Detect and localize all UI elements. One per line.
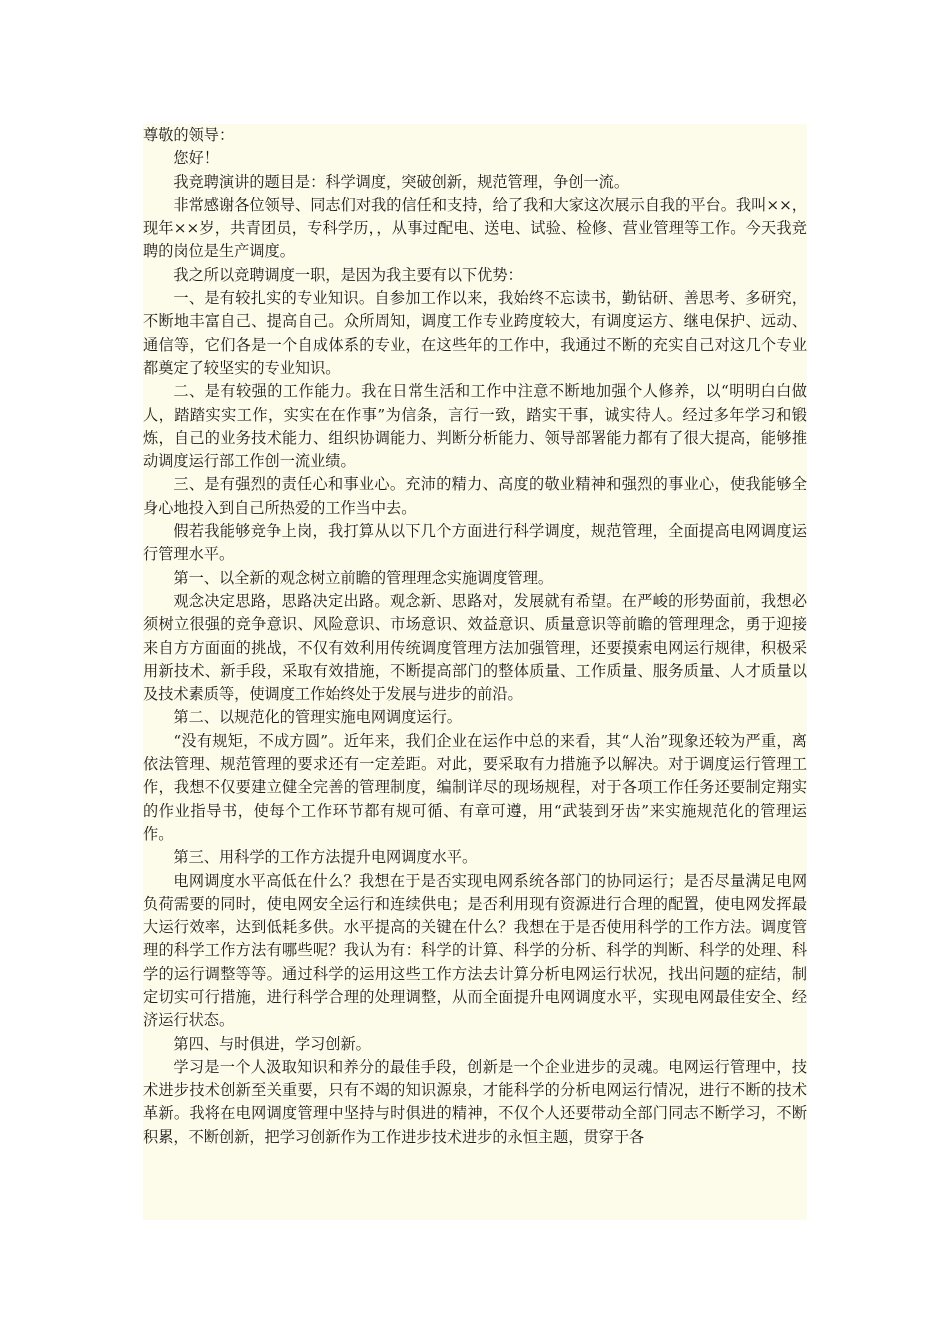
heading-point-4: 第四、与时俱进，学习创新。 [173,1034,371,1053]
paragraph-point-2: “没有规矩，不成方圆”。近年来，我们企业在运作中总的来看，其“人治”现象还较为严重，离依法管理、规范管理的要求还有一定差距。对此，要采取有力措施予以解决。对于调度运行管理工作，我想不仅要建立健全完善的管理制度，编制详尽的现场规程，对于各项工作任务还要制定翔实的作业指导书，使每个工作环节都有规可循、有章可遵，用“武装到牙齿”来实施规范化的管理运作。 [143,731,807,843]
paragraph-point-1: 观念决定思路，思路决定出路。观念新、思路对，发展就有希望。在严峻的形势面前，我想必须树立很强的竞争意识、风险意识、市场意识、效益意识、质量意识等前瞻的管理理念，勇于迎接来自方方面面的挑战，不仅有效利用传统调度管理方法加强管理，还要摸索电网运行规律，积极采用新技术、新手段，采取有效措施，不断提高部门的整体质量、工作质量、服务质量、人才质量以及技术素质等，使调度工作始终处于发展与进步的前沿。 [143,591,807,704]
paragraph-plan-intro: 假若我能够竞争上岗，我打算从以下几个方面进行科学调度，规范管理，全面提高电网调度运行管理水平。 [143,522,807,564]
paragraph-advantage-2: 二、是有较强的工作能力。我在日常生活和工作中注意不断地加强个人修养，以“明明白白做人，踏踏实实工作，实实在在作事”为信条，言行一致，踏实干事，诚实待人。经过多年学习和锻炼，自己的业务技术能力、组织协调能力、判断分析能力、领导部署能力都有了很大提高，能够推动调度运行部工作创一流业绩。 [143,382,807,471]
paragraph-point-4: 学习是一个人汲取知识和养分的最佳手段，创新是一个企业进步的灵魂。电网运行管理中，技术进步技术创新至关重要，只有不竭的知识源泉，才能科学的分析电网运行情况，进行不断的技术革新。我将在电网调度管理中坚持与时俱进的精神，不仅个人还要带动全部门同志不断学习，不断积累，不断创新，把学习创新作为工作进步技术进步的永恒主题，贯穿于各 [143,1057,807,1146]
paragraph-advantage-1: 一、是有较扎实的专业知识。自参加工作以来，我始终不忘读书，勤钻研、善思考、多研究，不断地丰富自己、提高自己。众所周知，调度工作专业跨度较大，有调度运方、继电保护、远动、通信等，它们各是一个自成体系的专业，在这些年的工作中，我通过不断的充实自己对这几个专业都奠定了较坚实的专业知识。 [143,289,807,377]
heading-point-2: 第二、以规范化的管理实施电网调度运行。 [173,708,462,727]
paragraph-introduction: 非常感谢各位领导、同志们对我的信任和支持，给了我和大家这次展示自我的平台。我叫××，现年××岁，共青团员，专科学历，，从事过配电、送电、试验、检修、营业管理等工作。今天我竞聘的岗位是生产调度。 [143,195,807,261]
paragraph-greeting: 您好！ [173,149,219,168]
heading-point-3: 第三、用科学的工作方法提升电网调度水平。 [173,848,478,867]
document-page [143,124,807,1220]
paragraph-advantages-intro: 我之所以竞聘调度一职，是因为我主要有以下优势： [173,265,523,284]
salutation: 尊敬的领导： [143,126,235,144]
paragraph-topic: 我竞聘演讲的题目是：科学调度，突破创新，规范管理，争创一流。 [173,172,630,191]
paragraph-point-3: 电网调度水平高低在什么？我想在于是否实现电网系统各部门的协同运行；是否尽量满足电网负荷需要的同时，使电网安全运行和连续供电；是否利用现有资源进行合理的配置，使电网发挥最大运行效率，达到低耗多供。水平提高的关键在什么？我想在于是否使用科学的工作方法。调度管理的科学工作方法有哪些呢？我认为有：科学的计算、科学的分析、科学的判断、科学的处理、科学的运行调整等等。通过科学的运用这些工作方法去计算分析电网运行状况，找出问题的症结，制定切实可行措施，进行科学合理的处理调整，从而全面提升电网调度水平，实现电网最佳安全、经济运行状态。 [143,871,807,1030]
heading-point-1: 第一、以全新的观念树立前瞻的管理理念实施调度管理。 [173,568,554,587]
paragraph-advantage-3: 三、是有强烈的责任心和事业心。充沛的精力、高度的敬业精神和强烈的事业心，使我能够全身心地投入到自己所热爱的工作当中去。 [143,475,807,517]
